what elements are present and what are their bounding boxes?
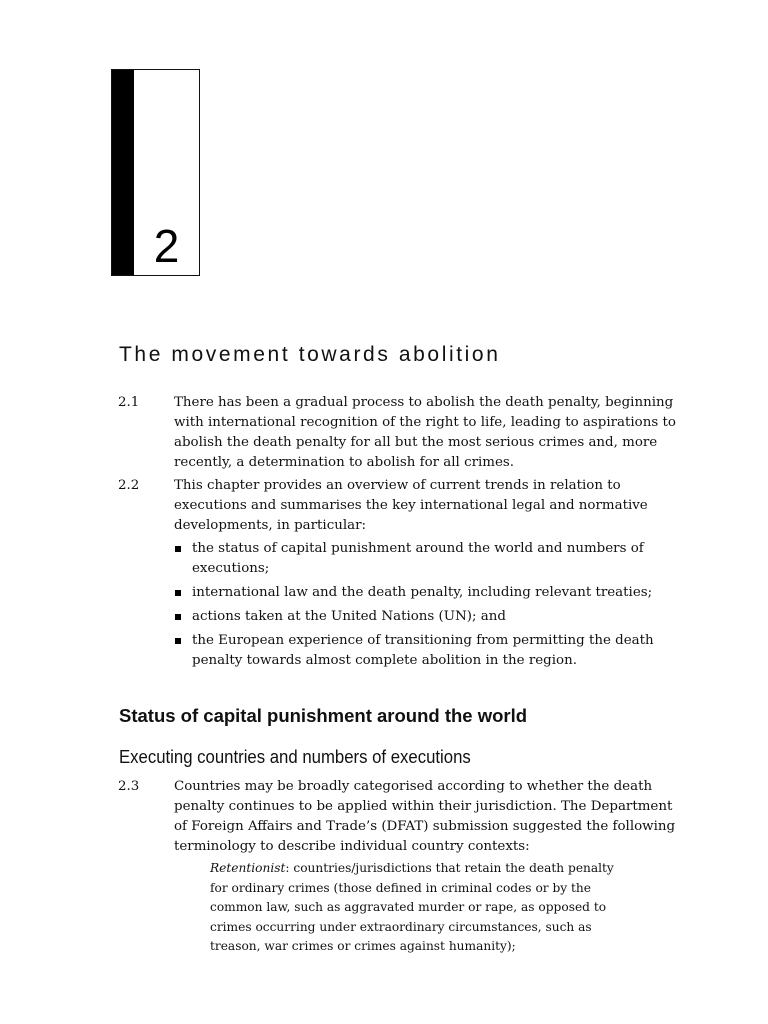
paragraph-text: This chapter provides an overview of current trends in relation to executions and summarises the key international legal and normative developments, in particular: bbox=[174, 478, 648, 533]
list-item-text: international law and the death penalty, including relevant treaties; bbox=[192, 585, 653, 600]
chapter-bar bbox=[112, 70, 134, 275]
chapter-number-box bbox=[111, 69, 200, 276]
chapter-number: 2 bbox=[153, 220, 180, 272]
paragraph-2-1 bbox=[118, 393, 688, 473]
list-item-text: the European experience of transitioning from permitting the death penalty towards almost complete abolition in the region. bbox=[192, 633, 654, 668]
quote-text: : countries/jurisdictions that retain the death penalty for ordinary crimes (those defined in criminal codes or by the common law, such as aggravated murder or rape, as opposed to crimes occurring under extraordinary circumstances, such as treason, war crimes or crimes against humanity); bbox=[210, 861, 614, 954]
list-item-text: the status of capital punishment around the world and numbers of executions; bbox=[192, 541, 644, 576]
paragraph-2-2 bbox=[118, 476, 688, 536]
paragraph-2-3 bbox=[118, 777, 688, 857]
block-quote bbox=[210, 859, 630, 957]
list-item bbox=[174, 539, 684, 579]
quote-term: Retentionist bbox=[210, 861, 286, 875]
bullet-square-icon bbox=[175, 590, 181, 596]
bullet-square-icon bbox=[175, 614, 181, 620]
paragraph-text: There has been a gradual process to abolish the death penalty, beginning with international recognition of the right to life, leading to aspirations to abolish the death penalty for all but the most serious crimes and, more recently, a determination to abolish for all crimes. bbox=[174, 395, 676, 470]
list-item-text: actions taken at the United Nations (UN); and bbox=[192, 609, 506, 624]
paragraph-number: 2.2 bbox=[118, 478, 140, 493]
section-heading: Status of capital punishment around the world bbox=[119, 705, 528, 726]
bullet-square-icon bbox=[175, 546, 181, 552]
list-item bbox=[174, 631, 684, 671]
paragraph-number: 2.1 bbox=[118, 395, 140, 410]
list-item bbox=[174, 607, 684, 627]
chapter-title: The movement towards abolition bbox=[119, 343, 501, 366]
bullet-square-icon bbox=[175, 638, 181, 644]
subsection-heading: Executing countries and numbers of executions bbox=[119, 747, 471, 767]
bullet-list bbox=[174, 539, 684, 675]
paragraph-number: 2.3 bbox=[118, 779, 140, 794]
list-item bbox=[174, 583, 684, 603]
paragraph-text: Countries may be broadly categorised according to whether the death penalty continues to be applied within their jurisdiction. The Department of Foreign Affairs and Trade’s (DFAT) submission suggested the following terminology to describe individual country contexts: bbox=[174, 779, 676, 854]
